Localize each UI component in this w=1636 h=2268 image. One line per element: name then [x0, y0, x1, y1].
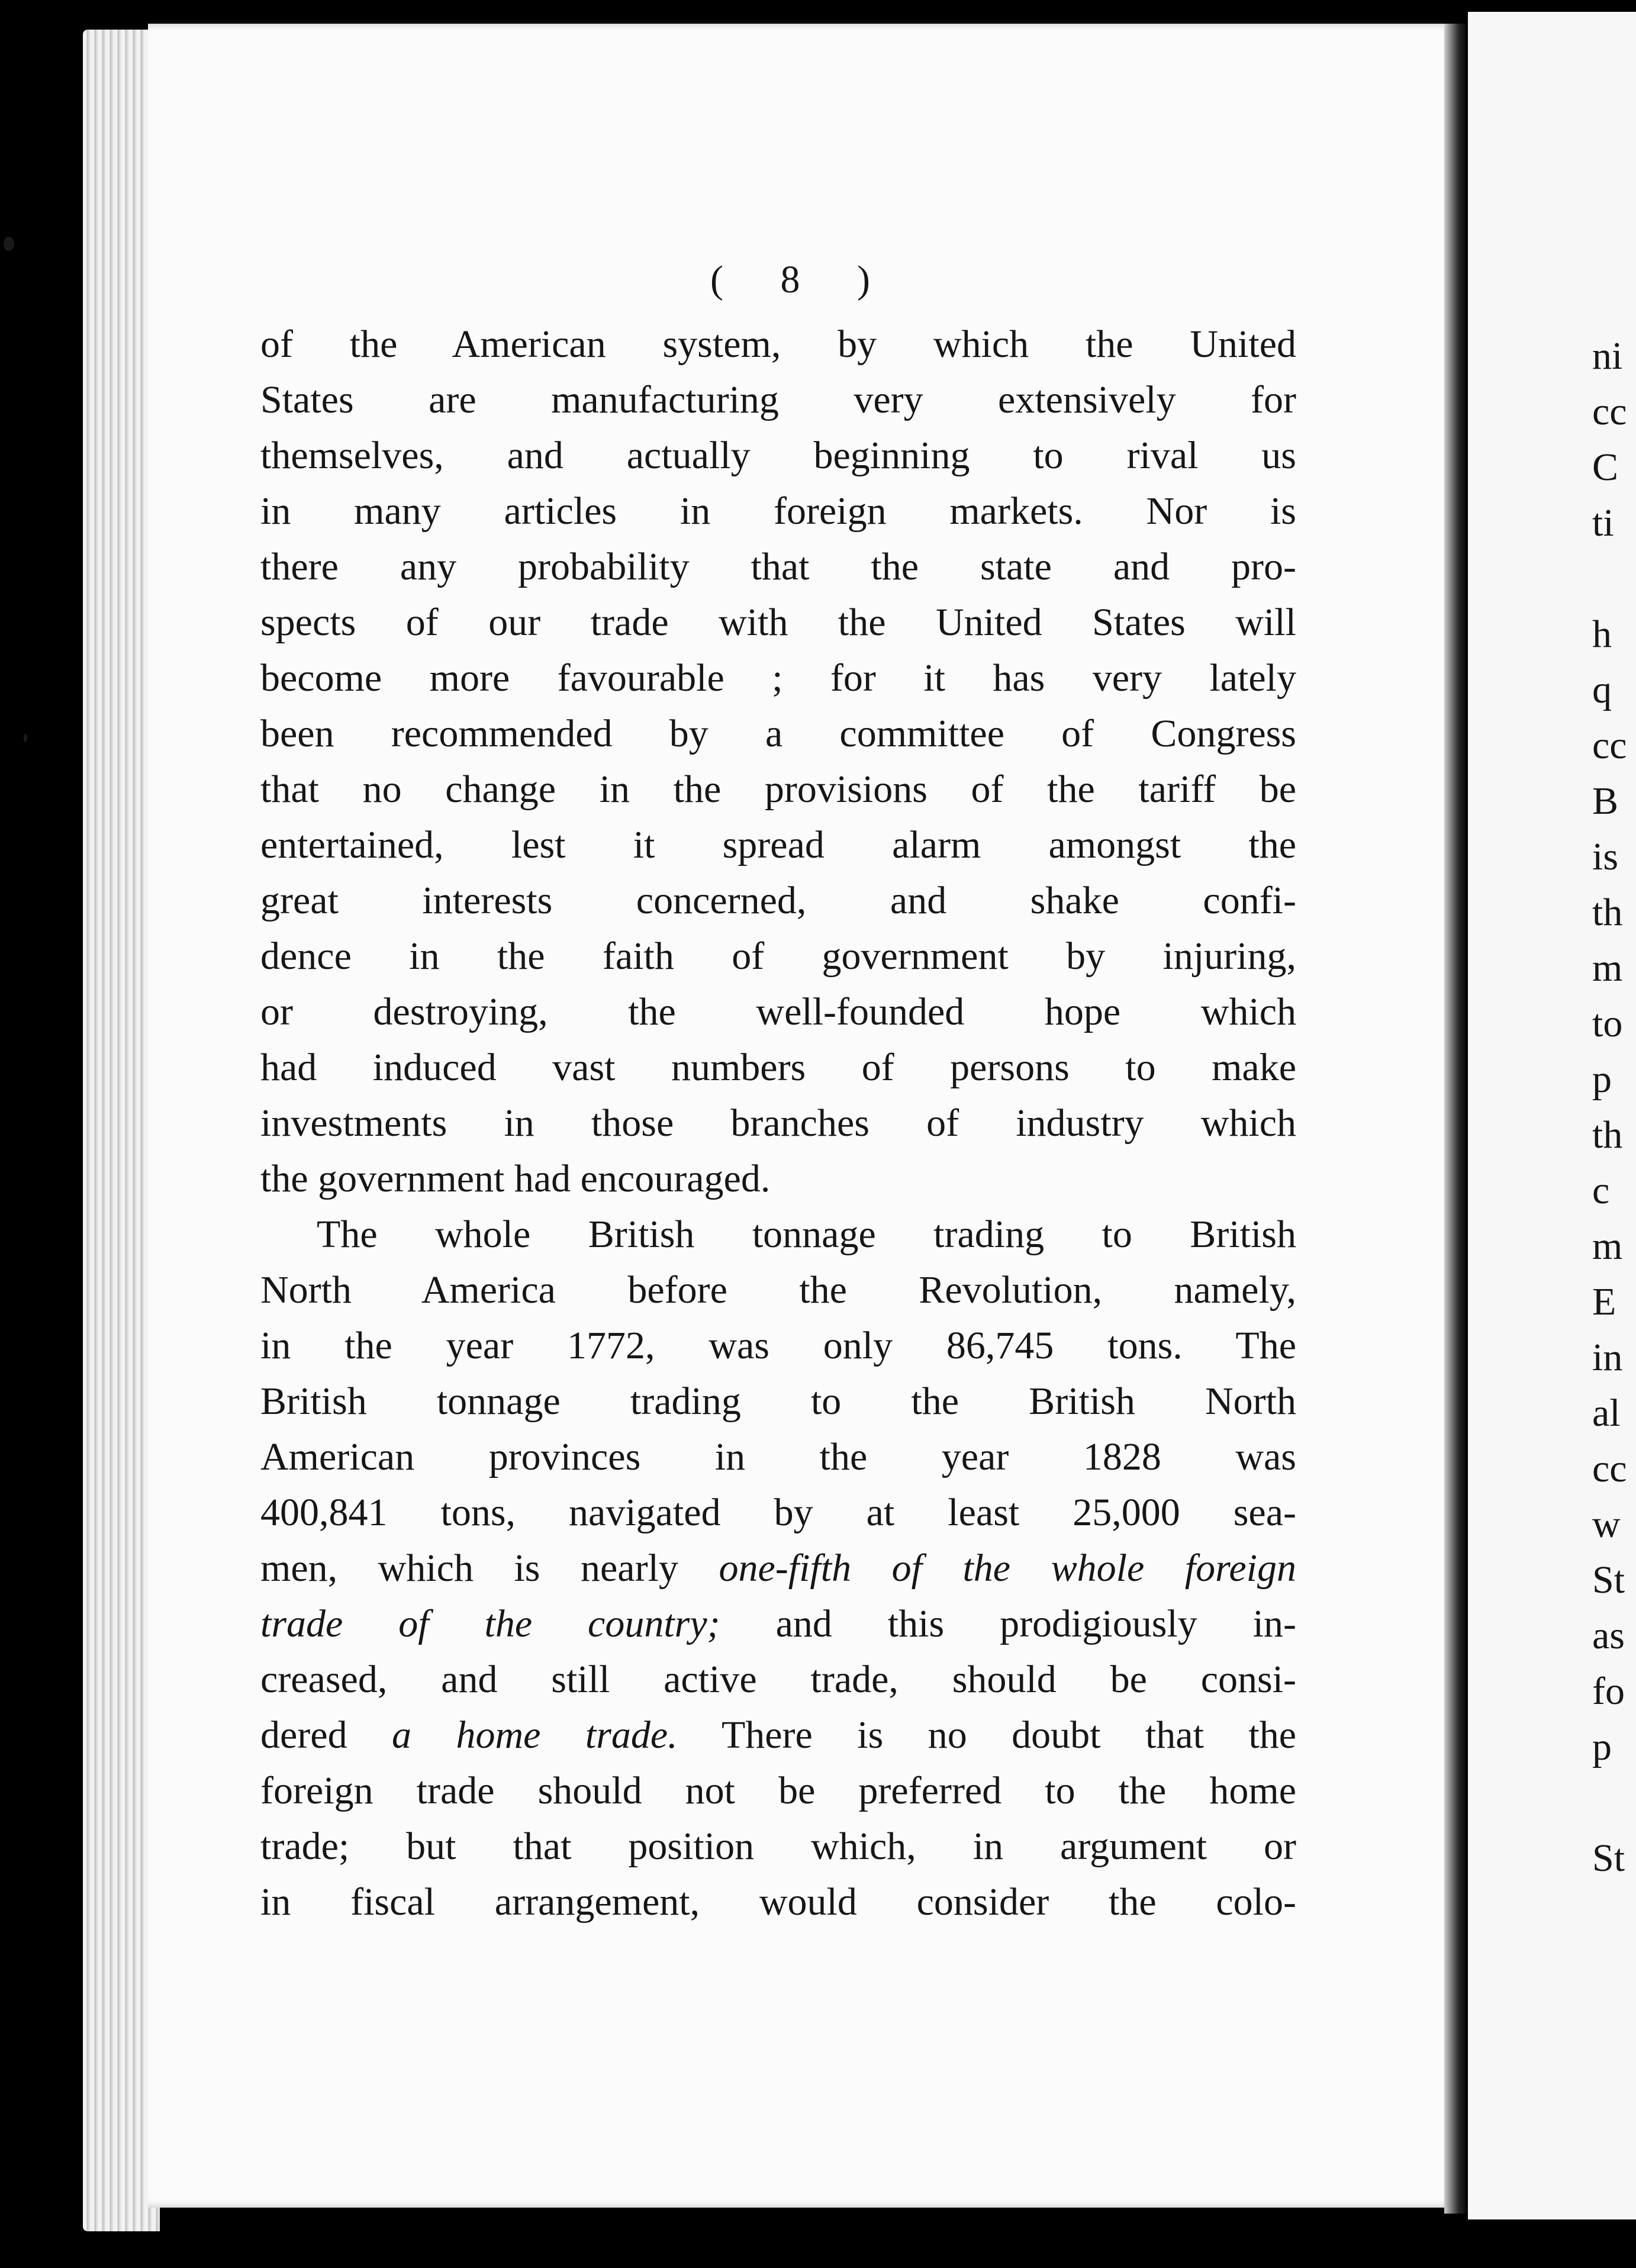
text-line-10: entertained, lest it spread alarm amongst the — [260, 823, 1296, 866]
text-line-21: American provinces in the year 1828 was — [260, 1435, 1296, 1478]
right-page-fragment-line: h — [1592, 613, 1612, 656]
right-page-fragment-line: th — [1592, 1113, 1623, 1156]
text-line-26 — [260, 1708, 1296, 1763]
text-line-26-roman-a: dered — [260, 1713, 392, 1757]
right-page-fragment-line: C — [1592, 446, 1619, 489]
right-page-fragment-line: p — [1592, 1725, 1612, 1768]
right-page-fragment-line: w — [1592, 1503, 1621, 1546]
text-line-22: 400,841 tons, navigated by at least 25,000 sea- — [260, 1491, 1296, 1534]
text-line-27: foreign trade should not be preferred to the home — [260, 1769, 1296, 1812]
right-page-fragment-line: al — [1592, 1391, 1621, 1435]
text-line-26-italic: a home trade. — [392, 1713, 678, 1757]
text-line-5: there any probability that the state and pro- — [260, 545, 1296, 588]
right-page-fragment-line: in — [1592, 1336, 1623, 1379]
text-line-19: in the year 1772, was only 86,745 tons. The — [260, 1324, 1296, 1367]
text-line-17: The whole British tonnage trading to British — [317, 1213, 1296, 1256]
text-line-24 — [260, 1596, 1296, 1652]
text-line-16: the government had encouraged. — [260, 1157, 771, 1200]
text-line-14: had induced vast numbers of persons to make — [260, 1046, 1296, 1089]
text-line-18: North America before the Revolution, namely, — [260, 1268, 1296, 1312]
text-line-24-italic: trade of the country; — [260, 1602, 720, 1645]
text-line-3: themselves, and actually beginning to rival us — [260, 434, 1296, 477]
right-page-fragment-line: cc — [1592, 1447, 1627, 1490]
right-page-fragment-line: as — [1592, 1614, 1625, 1657]
right-page-fragment-line: St — [1592, 1837, 1625, 1880]
text-line-6: spects of our trade with the United States will — [260, 601, 1296, 644]
right-page-fragment-line: cc — [1592, 724, 1627, 767]
right-page-fragment-line — [1592, 1775, 1627, 1831]
right-page-fragment-line: to — [1592, 1002, 1623, 1045]
text-line-29: in fiscal arrangement, would consider the colo- — [260, 1880, 1296, 1924]
text-line-9: that no change in the provisions of the tariff be — [260, 768, 1296, 811]
text-line-7: become more favourable ; for it has very lately — [260, 656, 1296, 700]
right-page-fragment-line: St — [1592, 1558, 1625, 1602]
text-line-13: or destroying, the well-founded hope which — [260, 990, 1296, 1033]
book-gutter — [1444, 24, 1468, 2214]
right-page-fragment — [1468, 12, 1636, 2219]
right-page-fragment-line: ni — [1592, 334, 1623, 378]
right-page-fragment-line: p — [1592, 1058, 1612, 1101]
text-line-2: States are manufacturing very extensively for — [260, 378, 1296, 421]
text-line-4: in many articles in foreign markets. Nor is — [260, 489, 1296, 533]
scan-speck — [4, 237, 14, 251]
text-line-25: creased, and still active trade, should be consi- — [260, 1658, 1296, 1701]
text-line-23-roman: men, which is nearly — [260, 1547, 719, 1590]
right-page-fragment-line: B — [1592, 779, 1619, 823]
text-line-26-roman-b: There is no doubt that the — [677, 1713, 1296, 1757]
text-line-12: dence in the faith of government by injuring, — [260, 935, 1296, 978]
right-page-text-column — [1592, 328, 1627, 1886]
text-line-23-italic: one-fifth of the whole foreign — [719, 1547, 1296, 1590]
page-number: ( 8 ) — [710, 258, 894, 301]
page-body-text — [260, 317, 1296, 1930]
right-page-fragment-line: th — [1592, 891, 1623, 934]
text-line-8: been recommended by a committee of Congress — [260, 712, 1296, 755]
scan-speck — [24, 734, 27, 742]
right-page-fragment-line: cc — [1592, 390, 1627, 433]
text-line-28: trade; but that position which, in argument or — [260, 1825, 1296, 1868]
text-line-15: investments in those branches of industry which — [260, 1101, 1296, 1145]
text-line-20: British tonnage trading to the British North — [260, 1380, 1296, 1423]
right-page-fragment-line: ti — [1592, 501, 1614, 545]
right-page-fragment-line — [1592, 551, 1627, 607]
right-page-fragment-line: m — [1592, 946, 1623, 990]
text-line-1: of the American system, by which the United — [260, 323, 1296, 366]
text-line-24-roman: and this prodigiously in- — [720, 1602, 1296, 1645]
right-page-fragment-line: E — [1592, 1280, 1616, 1323]
right-page-fragment-line: is — [1592, 835, 1619, 878]
right-page-fragment-line: q — [1592, 668, 1612, 711]
right-page-fragment-line: c — [1592, 1169, 1610, 1212]
right-page-fragment-line: m — [1592, 1225, 1623, 1268]
right-page-fragment-line: fo — [1592, 1670, 1625, 1713]
text-line-23 — [260, 1541, 1296, 1596]
text-line-11: great interests concerned, and shake confi- — [260, 879, 1296, 922]
